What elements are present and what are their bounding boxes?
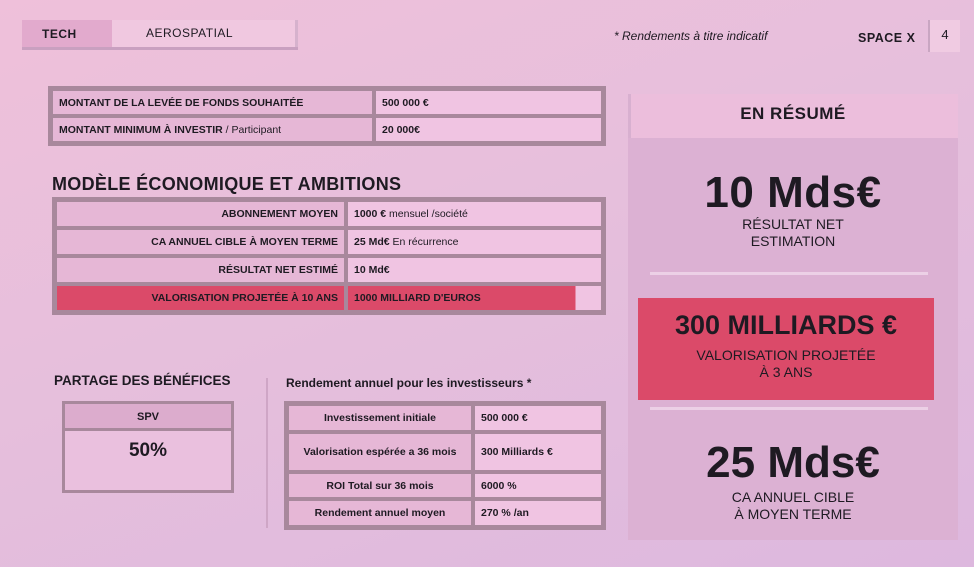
row-value: 300 Milliards €	[473, 432, 603, 472]
row-value: 500 000 €	[473, 404, 603, 432]
table-row	[287, 499, 603, 527]
summary-title: EN RÉSUMÉ	[740, 104, 846, 123]
table-row	[55, 228, 603, 256]
returns-table	[284, 401, 606, 530]
minimum-investment-value: 20 000€	[374, 116, 603, 143]
row-label: Valorisation espérée a 36 mois	[287, 432, 473, 472]
kpi-valuation-value: 300 MILLIARDS €	[674, 310, 898, 340]
row-value: 25 Md€ En récurrence	[346, 228, 603, 256]
row-label: ABONNEMENT MOYEN	[55, 200, 346, 228]
kpi-revenue-caption: CA ANNUEL CIBLE À MOYEN TERME	[731, 489, 855, 522]
tab-tech[interactable]: TECH	[22, 20, 112, 50]
divider	[650, 272, 928, 275]
vertical-divider	[266, 378, 268, 528]
row-value: 1000 € mensuel /société	[346, 200, 603, 228]
spv-share-value: 50%	[128, 440, 168, 461]
fundraising-table	[48, 86, 606, 146]
row-label: CA ANNUEL CIBLE À MOYEN TERME	[55, 228, 346, 256]
table-row	[287, 404, 603, 432]
table-row	[51, 89, 603, 116]
divider	[650, 407, 928, 410]
minimum-investment-label: MONTANT MINIMUM À INVESTIR / Participant	[51, 116, 374, 143]
table-row	[287, 472, 603, 499]
spv-header: SPV	[65, 404, 231, 431]
table-row	[287, 432, 603, 472]
section-title-business-model: MODÈLE ÉCONOMIQUE ET AMBITIONS	[52, 174, 402, 194]
row-label: Investissement initiale	[287, 404, 473, 432]
row-value: 10 Md€	[346, 256, 603, 284]
row-value: 6000 %	[473, 472, 603, 499]
row-value: 1000 MILLIARD D'EUROS	[346, 284, 603, 312]
company-name: SPACE X	[858, 31, 916, 45]
table-row	[55, 200, 603, 228]
tab-underline	[22, 47, 298, 50]
returns-title: Rendement annuel pour les investisseurs *	[286, 376, 532, 390]
category-tabs	[22, 20, 298, 50]
business-model-table	[52, 197, 606, 315]
kpi-net-result-caption: RÉSULTAT NET ESTIMATION	[742, 216, 844, 249]
kpi-net-result-value: 10 Mds€	[704, 168, 882, 217]
row-label: VALORISATION PROJETÉE À 10 ANS	[55, 284, 346, 312]
table-row-highlighted	[55, 284, 603, 312]
table-row	[51, 116, 603, 143]
profit-sharing-title: PARTAGE DES BÉNÉFICES	[54, 373, 231, 388]
fundraising-amount-value: 500 000 €	[374, 89, 603, 116]
row-label: ROI Total sur 36 mois	[287, 472, 473, 499]
tab-aerospatial[interactable]: AEROSPATIAL	[112, 20, 298, 50]
row-value: 270 % /an	[473, 499, 603, 527]
row-label: Rendement annuel moyen	[287, 499, 473, 527]
row-label: RÉSULTAT NET ESTIMÉ	[55, 256, 346, 284]
spv-box	[62, 401, 234, 493]
kpi-revenue-value: 25 Mds€	[706, 438, 880, 487]
table-row	[55, 256, 603, 284]
fundraising-amount-label: MONTANT DE LA LEVÉE DE FONDS SOUHAITÉE	[51, 89, 374, 116]
page-number: 4	[928, 20, 960, 52]
kpi-valuation-caption: VALORISATION PROJETÉE À 3 ANS	[696, 347, 876, 380]
disclaimer-note: * Rendements à titre indicatif	[614, 29, 768, 43]
